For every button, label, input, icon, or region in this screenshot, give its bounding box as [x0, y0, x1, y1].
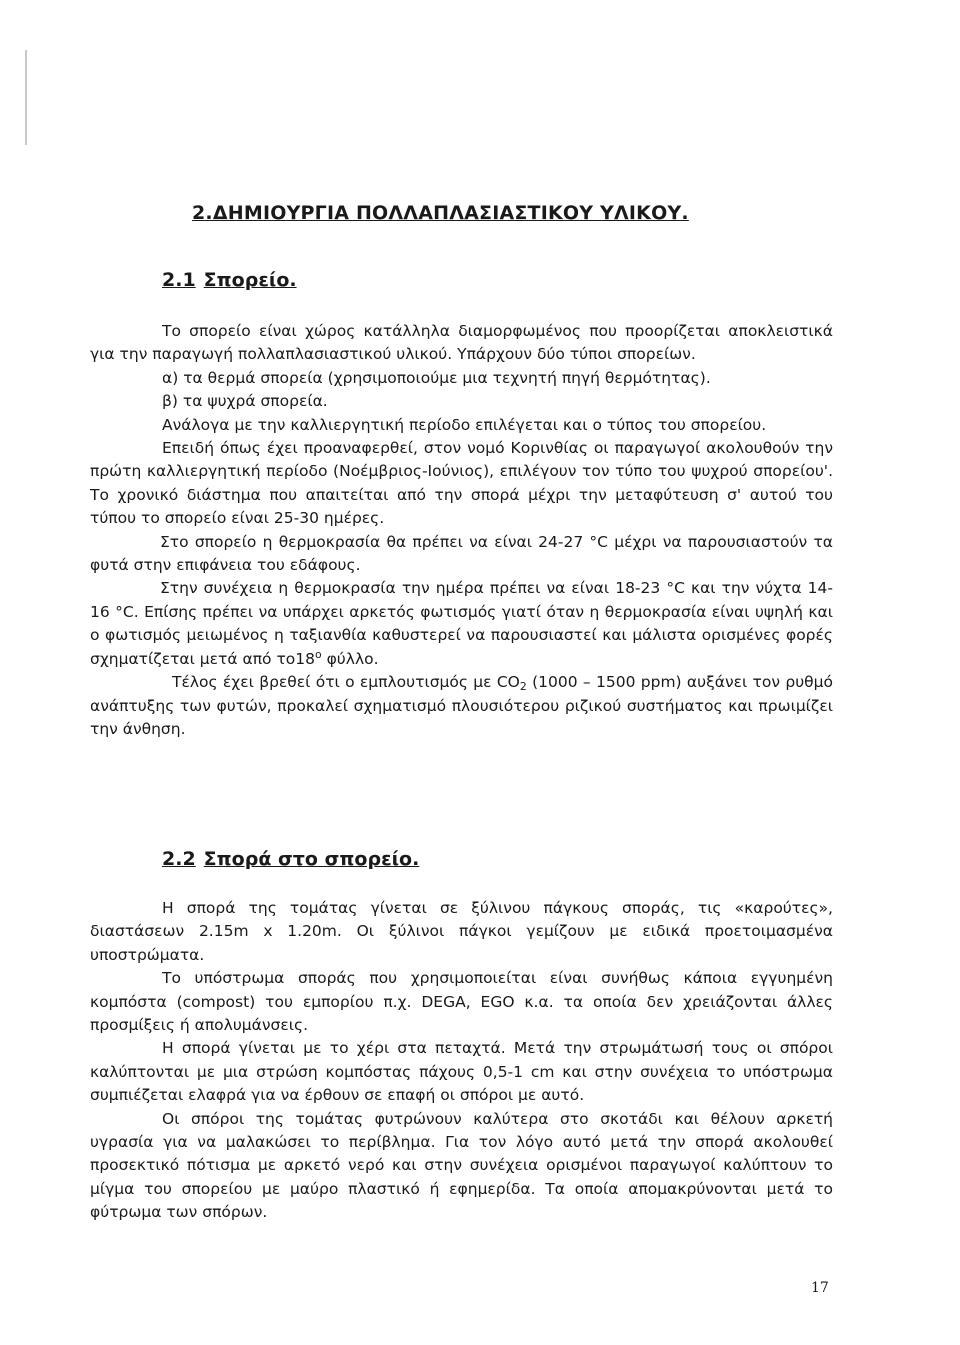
scan-edge-line	[25, 50, 27, 145]
section-number: 2.2	[162, 848, 196, 870]
paragraph: Επειδή όπως έχει προαναφερθεί, στον νομό Κορινθίας οι παραγωγοί ακολουθούν την πρώτη καλλιεργητική περίοδο (Νοέμβριος-Ιούνιος), επιλέγουν τον τύπο του ψυχρού σπορείου'. Το χρονικό διάστημα που απαιτείται από την σπορά μέχρι την μεταφύτευση σ' αυτού του τύπου το σπορείο είναι 25-30 ημέρες.	[90, 439, 833, 528]
subscript: 2	[519, 680, 527, 694]
section-heading-2-1	[162, 269, 297, 291]
paragraph-text: φύλλο.	[326, 649, 379, 668]
superscript: ο	[315, 647, 322, 661]
paragraph	[90, 671, 833, 741]
section-title: Σπορείο.	[203, 269, 297, 291]
paragraph	[90, 577, 833, 671]
paragraph-text: Τέλος έχει βρεθεί ότι ο εμπλουτισμός με CO	[172, 673, 520, 692]
paragraph-text: (1000 – 1500 ppm) αυξάνει τον ρυθμό ανάπτυξης των φυτών, προκαλεί σχηματισμό πλουσιότερου ριζικού συστήματος και πρωιμίζει την άνθηση.	[90, 673, 833, 738]
paragraph: Το υπόστρωμα σποράς που χρησιμοποιείται είναι συνήθως κάποια εγγυημένη κομπόστα (compost) του εμπορίου π.χ. DEGA, EGO κ.α. τα οποία δεν χρειάζονται άλλες προσμίξεις ή απολυμάνσεις.	[90, 969, 833, 1035]
paragraph: Η σπορά της τομάτας γίνεται σε ξύλινου πάγκους σποράς, τις «καρούτες», διαστάσεων 2.15m x 1.20m. Οι ξύλινοι πάγκοι γεμίζουν με ειδικά προετοιμασμένα υποστρώματα.	[90, 899, 833, 964]
list-item: α) τα θερμά σπορεία (χρησιμοποιούμε μια τεχνητή πηγή θερμότητας).	[162, 368, 711, 387]
paragraph: Οι σπόροι της τομάτας φυτρώνουν καλύτερα στο σκοτάδι και θέλουν αρκετή υγρασία για να μαλακώσει το περίβλημα. Για τον λόγο αυτό μετά την σπορά ακολουθεί προσεκτικό πότισμα με αρκετό νερό και στην συνέχεια ορισμένοι παραγωγοί καλύπτουν το μίγμα του σπορείου με μαύρο πλαστικό ή εφημερίδα. Τα οποία απομακρύνονται μετά το φύτρωμα των σπόρων.	[90, 1109, 833, 1222]
paragraph: Στο σπορείο η θερμοκρασία θα πρέπει να είναι 24-27 °C μέχρι να παρουσιαστούν τα φυτά στην επιφάνεια του εδάφους.	[90, 532, 833, 575]
paragraph: Η σπορά γίνεται με το χέρι στα πεταχτά. Μετά την στρωμάτωσή τους οι σπόροι καλύπτονται με μια στρώση κομπόστας πάχους 0,5-1 cm και στην συνέχεια το υπόστρωμα συμπιέζεται ελαφρά για να έρθουν σε επαφή οι σπόροι με αυτό.	[90, 1039, 833, 1105]
paragraph: Ανάλογα με την καλλιεργητική περίοδο επιλέγεται και ο τύπος του σπορείου.	[162, 415, 767, 434]
section-number: 2.1	[162, 269, 196, 291]
paragraph: Το σπορείο είναι χώρος κατάλληλα διαμορφωμένος που προορίζεται αποκλειστικά για την παραγωγή πολλαπλασιαστικού υλικού. Υπάρχουν δύο τύποι σπορείων.	[90, 322, 833, 364]
page-number: 17	[811, 1280, 829, 1296]
paragraph-text: Στην συνέχεια η θερμοκρασία την ημέρα πρέπει να είναι 18-23 °C και την νύχτα 14-16 °C. Επίσης πρέπει να υπάρχει αρκετός φωτισμός γιατί όταν η θερμοκρασία είναι υψηλή και ο φωτισμός μειωμένος η ταξιανθία καθυστερεί να παρουσιαστεί και μάλιστα ορισμένες φορές σχηματίζεται μετά από το18	[90, 579, 833, 668]
list-item: β) τα ψυχρά σπορεία.	[162, 392, 328, 411]
section-2-1-body	[90, 320, 833, 741]
section-2-2-body	[90, 897, 833, 1225]
section-title: Σπορά στο σπορείο.	[203, 848, 420, 870]
section-heading-2-2	[162, 848, 419, 870]
chapter-heading: 2.ΔΗΜΙΟΥΡΓΙΑ ΠΟΛΛΑΠΛΑΣΙΑΣΤΙΚΟΥ ΥΛΙΚΟΥ.	[192, 202, 689, 224]
